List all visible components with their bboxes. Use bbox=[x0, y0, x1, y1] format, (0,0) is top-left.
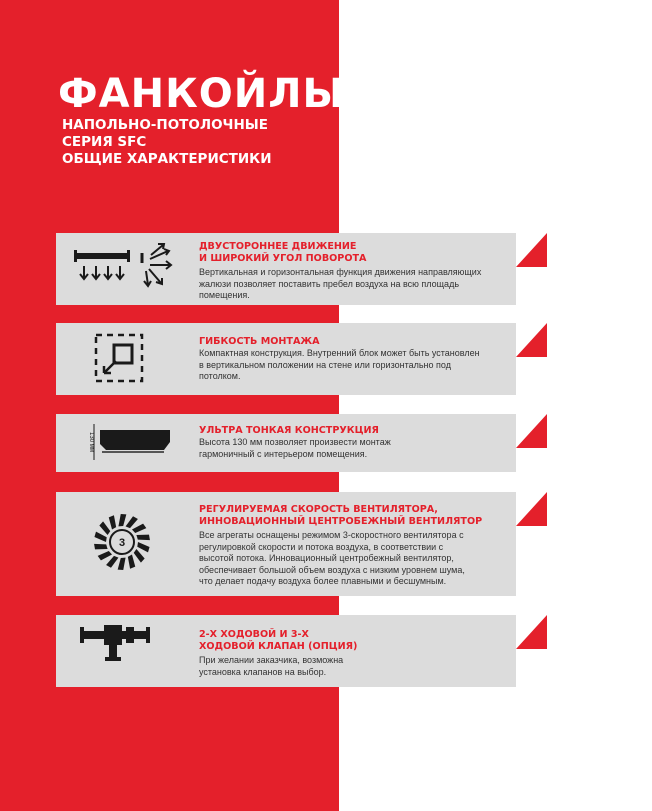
description-line: Компактная конструкция. Внутренний блок может быть установлен bbox=[199, 348, 480, 358]
fan-blade bbox=[128, 555, 135, 569]
fan-blade bbox=[132, 524, 146, 533]
heading-line: ХОДОВОЙ КЛАПАН (ОПЦИЯ) bbox=[199, 641, 358, 652]
thin-unit-icon bbox=[56, 414, 196, 472]
valve-icon bbox=[56, 615, 196, 687]
fan-blade bbox=[137, 542, 149, 552]
feature-heading bbox=[199, 241, 366, 265]
mounting-flexibility-icon bbox=[56, 323, 196, 395]
fan-blade bbox=[126, 516, 138, 528]
airflow-direction-icon bbox=[56, 233, 196, 305]
fan-speed-label: 3 bbox=[118, 537, 126, 549]
feature-heading bbox=[199, 504, 482, 528]
red-tab-corner bbox=[516, 323, 547, 357]
feature-card-valve bbox=[56, 615, 516, 687]
description-line: Высота 130 мм позволяет произвести монтаж bbox=[199, 437, 391, 447]
feature-description bbox=[199, 655, 504, 678]
description-line: что делает подачу воздуха более плавными и бесшумным. bbox=[199, 576, 447, 587]
fan-blade bbox=[109, 515, 116, 529]
feature-card-thin bbox=[56, 414, 516, 472]
description-line: обеспечивает большой объем воздуха с низким уровнем шума, bbox=[199, 564, 465, 575]
fan-blade bbox=[136, 535, 150, 541]
fan-blade bbox=[106, 556, 118, 568]
heading-line: 2-Х ХОДОВОЙ И 3-Х bbox=[199, 629, 309, 640]
description-line: При желании заказчика, возможна bbox=[199, 655, 344, 665]
heading-line: И ШИРОКИЙ УГОЛ ПОВОРОТА bbox=[199, 253, 367, 264]
height-label: 130 мм bbox=[88, 432, 94, 452]
feature-heading bbox=[199, 629, 357, 653]
fan-blade bbox=[118, 558, 126, 570]
feature-description bbox=[199, 348, 504, 383]
red-tab-corner bbox=[516, 233, 547, 267]
description-line: гармоничный с интерьером помещения. bbox=[199, 448, 368, 459]
fan-blade bbox=[98, 551, 112, 560]
feature-heading bbox=[199, 336, 320, 348]
red-tab-corner bbox=[516, 615, 547, 649]
heading-line: ИННОВАЦИОННЫЙ ЦЕНТРОБЕЖНЫЙ ВЕНТИЛЯТОР bbox=[199, 516, 483, 527]
page-title: ФАНКОЙЛЫ bbox=[58, 71, 345, 117]
feature-card-mounting bbox=[56, 323, 516, 395]
heading-line: ДВУСТОРОННЕЕ ДВИЖЕНИЕ bbox=[199, 241, 357, 252]
red-tab-corner bbox=[516, 492, 547, 526]
subtitle-line: НАПОЛЬНО-ПОТОЛОЧНЫЕ bbox=[62, 117, 268, 133]
feature-heading bbox=[199, 425, 379, 437]
fan-blade bbox=[94, 544, 108, 550]
feature-description bbox=[199, 437, 504, 460]
feature-description bbox=[199, 530, 504, 588]
description-line: в вертикальном положении на стене или горизонтально под bbox=[199, 359, 451, 370]
fan-blade bbox=[118, 514, 126, 526]
description-line: установка клапанов на выбор. bbox=[199, 666, 327, 677]
page-subtitle bbox=[62, 117, 272, 168]
description-line: высотой потока. Инновационный центробежный вентилятор, bbox=[199, 553, 454, 564]
heading-line: РЕГУЛИРУЕМАЯ СКОРОСТЬ ВЕНТИЛЯТОРА, bbox=[199, 504, 438, 515]
description-line: Все агрегаты оснащены режимом 3-скоростного вентилятора с bbox=[199, 530, 464, 540]
heading-line: ГИБКОСТЬ МОНТАЖА bbox=[199, 336, 320, 347]
fan-blade bbox=[94, 532, 106, 542]
centrifugal-fan-icon bbox=[56, 492, 196, 596]
feature-card-airflow bbox=[56, 233, 516, 305]
subtitle-line: СЕРИЯ SFC bbox=[62, 134, 147, 150]
feature-card-fan bbox=[56, 492, 516, 596]
description-line: потолком. bbox=[199, 371, 241, 382]
subtitle-line: ОБЩИЕ ХАРАКТЕРИСТИКИ bbox=[62, 151, 272, 167]
description-line: регулировкой скорости и потока воздуха, в соответствии с bbox=[199, 541, 444, 552]
fan-blade bbox=[99, 521, 110, 535]
description-line: жалюзи позволяет поставить пребел воздуха на всю площадь bbox=[199, 278, 460, 289]
description-line: Вертикальная и горизонтальная функция движения направляющих bbox=[199, 267, 482, 277]
feature-description bbox=[199, 267, 504, 302]
fan-blade bbox=[134, 549, 145, 563]
heading-line: УЛЬТРА ТОНКАЯ КОНСТРУКЦИЯ bbox=[199, 425, 379, 436]
red-tab-corner bbox=[516, 414, 547, 448]
description-line: помещения. bbox=[199, 290, 250, 301]
